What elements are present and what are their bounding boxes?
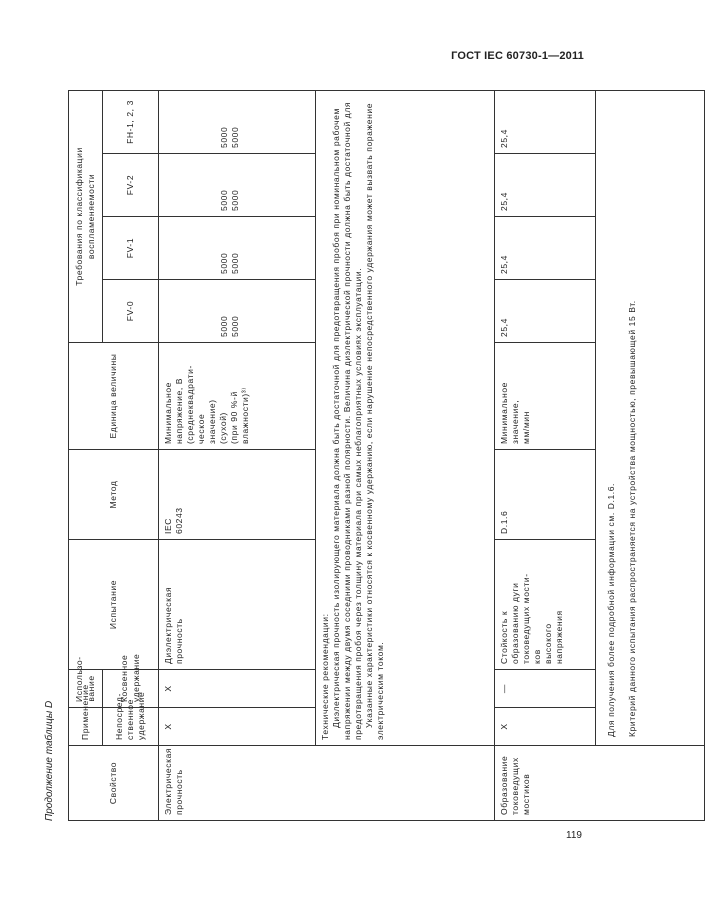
notes-paragraph-2: Указанные характеристики относятся к косвенному удержанию, если нарушение непосредственного удержания может вызвать поражение электрическим током. (364, 102, 386, 740)
value-fv1: 5000 5000 (159, 217, 316, 280)
table-footer-notes (596, 90, 705, 745)
document-header: ГОСТ IEC 60730-1—2011 (451, 50, 584, 62)
header-method: Метод (69, 450, 159, 540)
unit-description: Минимальное напряжение, В (среднеквадрати- ческое значение) (сухой) (при 90 %-й влажности)³⁾ (159, 343, 316, 450)
property-tracking: Образование токоведущих мостиков (495, 746, 705, 821)
unit-description: Минимальное значение, мм/мин (495, 343, 596, 450)
header-class-fv2: FV-2 (103, 154, 159, 217)
direct-mark: X (495, 708, 596, 746)
footer-line-2: Критерий данного испытания распространяется на устройства мощностью, превышающей 15 Вт. (627, 300, 638, 737)
property-electric-strength: Электрическая прочность (159, 746, 495, 821)
header-use: Использо- вание (69, 670, 103, 708)
header-unit: Единица величины (69, 343, 159, 450)
header-property: Свойство (69, 746, 159, 821)
footer-line-1: Для получения более подробной информации см. D.1.6. (606, 482, 616, 737)
value-fv2: 25,4 (495, 154, 596, 217)
header-application: Применение (69, 708, 103, 746)
value-fv0: 5000 5000 (159, 280, 316, 343)
header-class-fh: FH-1, 2, 3 (103, 90, 159, 153)
value-fh: 5000 5000 (159, 90, 316, 153)
indirect-mark: — (495, 670, 596, 708)
test-method: IEC 60243 (159, 450, 316, 540)
direct-mark: X (159, 708, 316, 746)
test-name: Стойкость к образованию дуги токоведущих мости- ков высокого напряжения (495, 540, 596, 670)
header-class-fv0: FV-0 (103, 280, 159, 343)
header-indirect: Косвенное удержание (103, 670, 159, 708)
value-fv1: 25,4 (495, 217, 596, 280)
header-test: Испытание (69, 540, 159, 670)
notes-title: Технические рекомендации: (320, 613, 330, 740)
indirect-mark: X (159, 670, 316, 708)
page-number: 119 (566, 830, 582, 841)
header-requirements: Требования по классификации воспламеняемости (69, 90, 103, 342)
table-caption: Продолжение таблицы D (44, 700, 55, 821)
test-method: D.1.6 (495, 450, 596, 540)
test-name: Диэлектрическая прочность (159, 540, 316, 670)
technical-notes (316, 90, 495, 745)
notes-paragraph-1: Диэлектрическая прочность изолирующего материала должна быть достаточной для предотвращения пробоя при номинальном рабочем напряжении между двумя соседними проводниками разной полярности. Величина диэлектрической прочности должна быть достаточной для предотвращения пробоя через толщину материала при самых неблагоприятных условиях эксплуатации. (331, 101, 364, 740)
requirements-table (68, 90, 705, 821)
rotated-table-block (44, 91, 638, 821)
value-fv0: 25,4 (495, 280, 596, 343)
value-fv2: 5000 5000 (159, 154, 316, 217)
header-direct: Непосред- ственное удержание (103, 708, 159, 746)
header-class-fv1: FV-1 (103, 217, 159, 280)
value-fh: 25,4 (495, 90, 596, 153)
